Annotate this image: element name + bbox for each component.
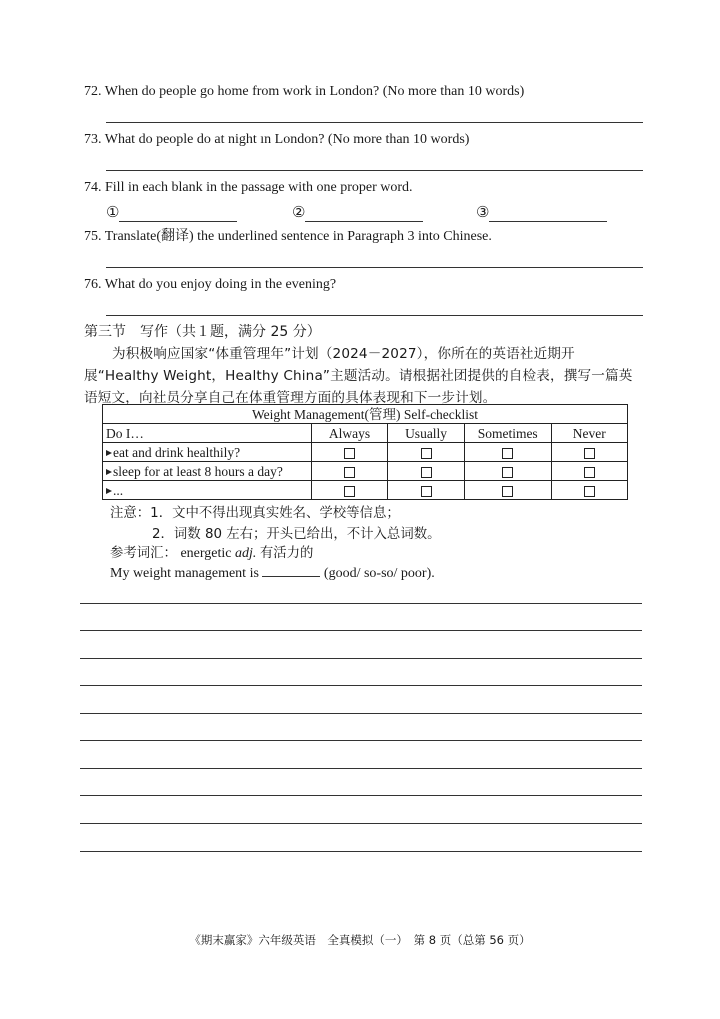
pointer-arrow-icon bbox=[106, 469, 112, 475]
writing-line[interactable] bbox=[80, 630, 642, 631]
checkbox-usually[interactable] bbox=[421, 448, 432, 459]
blank-3[interactable]: ③ bbox=[476, 203, 607, 222]
vocab-pos: adj. bbox=[235, 546, 257, 561]
note-line-1 bbox=[110, 502, 400, 521]
checkbox-never[interactable] bbox=[584, 467, 595, 478]
checkbox-usually[interactable] bbox=[421, 486, 432, 497]
table-row bbox=[103, 443, 628, 462]
vocab-meaning: 有活力的 bbox=[259, 546, 314, 561]
checkbox-always[interactable] bbox=[344, 467, 355, 478]
section-title: 第三节 写作（共１题，满分 25 分） bbox=[84, 324, 321, 340]
answer-line-75[interactable] bbox=[106, 267, 643, 268]
question-73: 73. What do people do at night ın London? (No more than 10 words) bbox=[84, 132, 470, 147]
question-72: 72. When do people go home from work in London? (No more than 10 words) bbox=[84, 84, 525, 99]
question-74: 74. Fill in each blank in the passage with one proper word. bbox=[84, 180, 413, 195]
starter-after: (good/ so-so/ poor). bbox=[323, 566, 435, 581]
note-1: 1．文中不得出现真实姓名、学校等信息； bbox=[150, 506, 400, 521]
table-row bbox=[103, 481, 628, 500]
checkbox-sometimes[interactable] bbox=[502, 486, 513, 497]
row-label-cell bbox=[103, 443, 312, 462]
note-2: 2．词数 80 左右；开头已给出，不计入总词数。 bbox=[152, 527, 441, 542]
writing-line[interactable] bbox=[80, 603, 642, 604]
self-checklist-table bbox=[102, 404, 628, 500]
header-sometimes: Sometimes bbox=[464, 424, 551, 443]
vocab-line bbox=[110, 543, 313, 565]
writing-line[interactable] bbox=[80, 795, 642, 796]
checkbox-always[interactable] bbox=[344, 486, 355, 497]
page-footer: 《期末赢家》六年级英语 全真模拟（一） 第 8 页（总第 56 页） bbox=[189, 933, 531, 947]
row-label: eat and drink healthily? bbox=[113, 444, 241, 460]
answer-line-73[interactable] bbox=[106, 170, 643, 171]
checkbox-sometimes[interactable] bbox=[502, 448, 513, 459]
blank-1[interactable]: ① bbox=[106, 203, 237, 222]
row-label-cell bbox=[103, 481, 312, 500]
question-75: 75. Translate(翻译) the underlined sentence in Paragraph 3 into Chinese. bbox=[84, 229, 492, 244]
writing-line[interactable] bbox=[80, 768, 642, 769]
header-usually: Usually bbox=[388, 424, 465, 443]
question-76: 76. What do you enjoy doing in the evening? bbox=[84, 277, 337, 292]
pointer-arrow-icon bbox=[106, 450, 112, 456]
checkbox-always[interactable] bbox=[344, 448, 355, 459]
header-do-i: Do I… bbox=[103, 424, 312, 443]
header-always: Always bbox=[311, 424, 388, 443]
checkbox-sometimes[interactable] bbox=[502, 467, 513, 478]
checkbox-never[interactable] bbox=[584, 486, 595, 497]
starter-sentence bbox=[110, 564, 435, 582]
row-label-cell bbox=[103, 462, 312, 481]
row-label: ... bbox=[113, 482, 124, 498]
blank-2[interactable]: ② bbox=[292, 203, 423, 222]
writing-line[interactable] bbox=[80, 685, 642, 686]
starter-blank[interactable] bbox=[262, 564, 320, 577]
pointer-arrow-icon bbox=[106, 488, 112, 494]
vocab-label: 参考词汇： bbox=[110, 546, 177, 561]
vocab-word: energetic bbox=[180, 546, 232, 561]
writing-line[interactable] bbox=[80, 823, 642, 824]
table-row bbox=[103, 462, 628, 481]
writing-line[interactable] bbox=[80, 740, 642, 741]
writing-line[interactable] bbox=[80, 851, 642, 852]
writing-prompt: 为积极响应国家“体重管理年”计划（2024－2027），你所在的英语社近期开展“Healthy Weight，Healthy China”主题活动。请根据社团提供的自检表，撰写一篇英语短文，向社员分享自己在体重管理方面的具体表现和下一步计划。 bbox=[84, 346, 633, 406]
header-never: Never bbox=[551, 424, 627, 443]
writing-line[interactable] bbox=[80, 658, 642, 659]
checklist-title: Weight Management(管理) Self-checklist bbox=[103, 405, 628, 424]
starter-before: My weight management is bbox=[110, 566, 259, 581]
checkbox-never[interactable] bbox=[584, 448, 595, 459]
answer-line-76[interactable] bbox=[106, 315, 643, 316]
writing-line[interactable] bbox=[80, 713, 642, 714]
note-label: 注意： bbox=[110, 506, 151, 521]
row-label: sleep for at least 8 hours a day? bbox=[113, 463, 283, 479]
answer-line-72[interactable] bbox=[106, 122, 643, 123]
checkbox-usually[interactable] bbox=[421, 467, 432, 478]
